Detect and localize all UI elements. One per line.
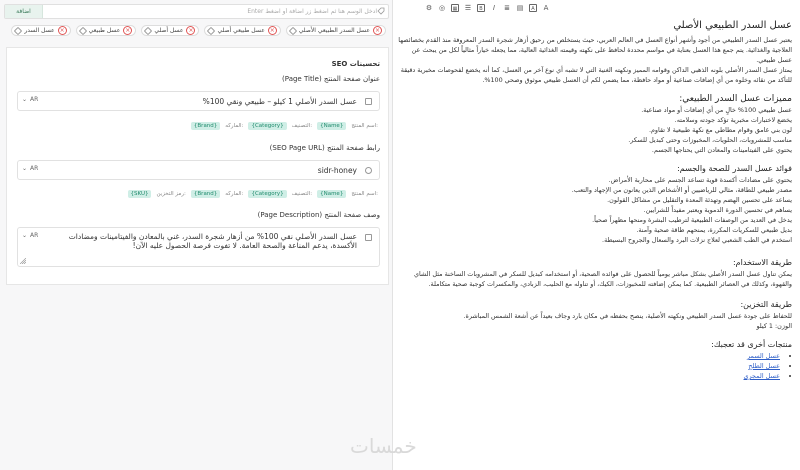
list-item: [397, 371, 780, 381]
font-format-icon[interactable]: A: [543, 4, 549, 12]
page-url-value: sidr-honey: [317, 166, 357, 175]
benefit-item: استخدم في الطب الشعبي لعلاج نزلات البرد والسعال والجروح البسيطة.: [602, 236, 792, 244]
watermark-logo: خمسات: [350, 434, 417, 458]
variable-label: الماركه:: [225, 123, 244, 129]
related-product-link[interactable]: عسل السمر: [746, 352, 780, 360]
resize-handle-icon[interactable]: [20, 258, 26, 264]
list-item: [397, 361, 780, 371]
content-heading: فوائد عسل السدر للصحة والجسم:: [677, 164, 792, 173]
bold-icon[interactable]: B: [477, 4, 485, 12]
variable-label: اسم المنتج:: [351, 191, 378, 197]
seo-panel: [0, 0, 393, 470]
editor-content[interactable]: [397, 20, 792, 381]
language-selector[interactable]: [22, 232, 38, 239]
page-url-field[interactable]: [17, 160, 380, 180]
document-icon: [365, 234, 372, 241]
paragraph-icon[interactable]: ≣: [504, 4, 510, 12]
editor-toolbar: [395, 0, 800, 16]
remove-tag-icon[interactable]: ×: [188, 27, 194, 34]
page-title-field[interactable]: [17, 91, 380, 111]
page-title-variables: [191, 122, 378, 130]
variable-brand[interactable]: {Brand}: [191, 190, 220, 198]
benefit-item: يدخل في العديد من الوصفات الطبيعية لترطيب البشرة ومنحها مظهراً صحياً.: [592, 216, 792, 224]
variable-label: التصنيف:: [291, 191, 313, 197]
description-editor: [395, 0, 800, 470]
seo-card: [6, 47, 389, 285]
content-heading: مميزات عسل السدر الطبيعي:: [679, 94, 792, 104]
variable-name[interactable]: {Name}: [317, 122, 346, 130]
tag-input[interactable]: [47, 5, 377, 18]
language-code: AR: [30, 232, 39, 239]
benefit-item: يساهم في تحسين الدورة الدموية ويعتبر مفيداً للشرايين.: [643, 206, 792, 214]
related-products-list: [397, 351, 792, 381]
tag-chip-label: عسل أصلي: [154, 27, 184, 34]
tag-chip: [76, 25, 137, 36]
content-paragraph: يعتبر عسل السدر الطبيعي من أجود وأشهر أنواع العسل في العالم العربي، حيث يستخلص من رحيق أزهار شجرة السدر المعروفة منذ القدم بخصائصها العلاجية والغذائية. يتم جمع هذا العسل بعناية في مواسم محددة لحافظ على نكهته وقيمته الغذائية العالية، مما يجعله خياراً مثالياً لكل من يبحث عن عسل طبيعي.: [398, 36, 792, 64]
page-title-label: عنوان صفحة المنتج (Page Title): [282, 75, 380, 83]
tag-icon: [289, 26, 297, 34]
variable-sku[interactable]: {SKU}: [128, 190, 152, 198]
language-code: AR: [30, 165, 39, 172]
variable-category[interactable]: {Category}: [248, 190, 286, 198]
remove-tag-icon[interactable]: ×: [374, 27, 381, 34]
tag-chip-label: عسل السدر الطبيعي الأصلي: [298, 27, 370, 34]
related-product-link[interactable]: عسل المجرى: [743, 372, 780, 380]
page-description-value: عسل السدر الأصلي نقي 100% من أزهار شجرة السدر، غني بالمعادن والفيتامينات ومضادات الأكسدة، يدعم المناعة والصحة العامة. لا تفوت فرصة الحصول عليه الآن!: [68, 232, 357, 250]
variable-label: التصنيف:: [291, 123, 313, 129]
variable-label: الماركه:: [225, 191, 244, 197]
text-field-icon: [365, 98, 372, 105]
page-title-value: عسل السدر الأصلي 1 كيلو – طبيعي ونقي 100%: [202, 97, 357, 106]
table-icon[interactable]: ▦: [452, 6, 458, 12]
weight-text: الوزن: 1 كيلو: [756, 322, 792, 330]
seo-title: تحسينات SEO: [331, 60, 380, 68]
benefit-item: يحتوي على مضادات أكسدة قوية تساعد الجسم على محاربة الأمراض.: [608, 176, 792, 184]
add-tag-button[interactable]: اضافة: [5, 5, 43, 18]
language-selector[interactable]: [22, 165, 38, 172]
tag-icon: [207, 26, 215, 34]
variable-brand[interactable]: {Brand}: [191, 122, 220, 130]
chevron-down-icon: ⌄: [22, 165, 28, 172]
text-color-icon[interactable]: A: [529, 4, 537, 12]
settings-icon[interactable]: ⚙: [425, 4, 433, 12]
feature-item: يخضع لاختبارات مخبرية تؤكد جودته وسلامته.: [674, 116, 792, 124]
list-icon[interactable]: ☰: [464, 4, 472, 12]
tag-icon: [14, 26, 22, 34]
language-code: AR: [30, 96, 39, 103]
list-item: [397, 351, 780, 361]
image-icon[interactable]: ▤: [516, 4, 524, 12]
content-heading: منتجات أخرى قد تعجبك:: [711, 340, 792, 349]
language-selector[interactable]: [22, 96, 38, 103]
feature-item: لون بني غامق وقوام مطاطي مع نكهة طبيعية لا تقاوم.: [648, 126, 792, 134]
tag-icon: [144, 26, 152, 34]
tag-chip-label: عسل طبيعي: [88, 27, 121, 34]
feature-item: مناسب للمشروبات، الحلويات، المخبوزات وحتى كبديل للسكر.: [628, 136, 792, 144]
page-description-field[interactable]: [17, 227, 380, 267]
variable-name[interactable]: {Name}: [317, 190, 346, 198]
page-url-label: رابط صفحة المنتج (SEO Page URL): [269, 144, 380, 152]
feature-item: عسل طبيعي 100% خالٍ من أي إضافات أو مواد صناعية.: [641, 106, 792, 114]
benefit-item: مصدر طبيعي للطاقة، مثالي للرياضيين أو الأشخاص الذين يعانون من الإجهاد والتعب.: [571, 186, 792, 194]
tag-icon: [78, 26, 86, 34]
variable-category[interactable]: {Category}: [248, 122, 286, 130]
content-heading: طريقة الاستخدام:: [732, 258, 792, 267]
tag-input-bar: [4, 4, 389, 19]
tag-chip: [204, 25, 280, 36]
content-paragraph: يمكن تناول عسل السدر الأصلي بشكل مباشر يومياً للحصول على فوائده الصحية، أو استخدامه كبديل للسكر في المشروبات الساخنة مثل الشاي والقهوة، وكذلك في العصائر الطبيعية. كما يمكن إضافته للمخبوزات، الكيك، أو تناوله مع الحليب، الزبادي، والمكسرات كوجبة صحية متكاملة.: [413, 270, 792, 288]
remove-tag-icon[interactable]: ×: [125, 27, 131, 34]
italic-icon[interactable]: 𝐼: [493, 4, 495, 12]
page-url-variables: [128, 190, 379, 198]
tag-chip: [141, 25, 199, 36]
related-product-link[interactable]: عسل الطلح: [748, 362, 780, 370]
code-icon[interactable]: ◎: [438, 4, 446, 12]
benefit-item: يساعد على تحسين الهضم وتهدئة المعدة والتقليل من مشاكل القولون.: [607, 196, 792, 204]
feature-item: يحتوي على الفيتامينات والمعادن التي يحتاجها الجسم.: [651, 146, 792, 154]
content-paragraph: للحفاظ على جودة عسل السدر الطبيعي ونكهته الأصلية، ينصح بحفظه في مكان بارد وجاف بعيداً عن أشعة الشمس المباشرة.: [463, 312, 792, 320]
remove-tag-icon[interactable]: ×: [269, 27, 275, 34]
variable-label: اسم المنتج:: [351, 123, 378, 129]
chevron-down-icon: ⌄: [22, 96, 28, 103]
page-description-label: وصف صفحة المنتج (Page Description): [257, 211, 380, 219]
tag-icon: [377, 7, 385, 15]
benefit-item: بديل طبيعي للسكريات المكررة، يمنحهم طاقة صحية وآمنة.: [636, 226, 792, 234]
content-heading: طريقة التخزين:: [740, 300, 792, 309]
link-icon: [365, 167, 372, 174]
remove-tag-icon[interactable]: ×: [59, 27, 65, 34]
tag-chip-label: عسل طبيعي أصلي: [217, 27, 265, 34]
tag-chip-label: عسل السدر: [24, 27, 55, 34]
variable-label: رمز التخزين:: [156, 191, 186, 197]
tag-chips: [11, 25, 386, 39]
tag-chip: [11, 25, 70, 36]
tag-chip: [286, 25, 386, 36]
chevron-down-icon: ⌄: [22, 232, 28, 239]
content-paragraph: يمتاز عسل السدر الأصلي بلونه الذهبي الداكن وقوامه المميز ونكهته الغنية التي لا تشبه أي نوع آخر من العسل، كما أنه يخضع لفحوصات مخبرية دقيقة للتأكد من نقائه وخلوه من أي إضافات صناعية أو مواد حافظة، مما يضمن لكم أن العسل طبيعي موثوق وصحي 100%.: [400, 66, 792, 84]
content-heading: عسل السدر الطبيعي الأصلي: [673, 20, 792, 31]
